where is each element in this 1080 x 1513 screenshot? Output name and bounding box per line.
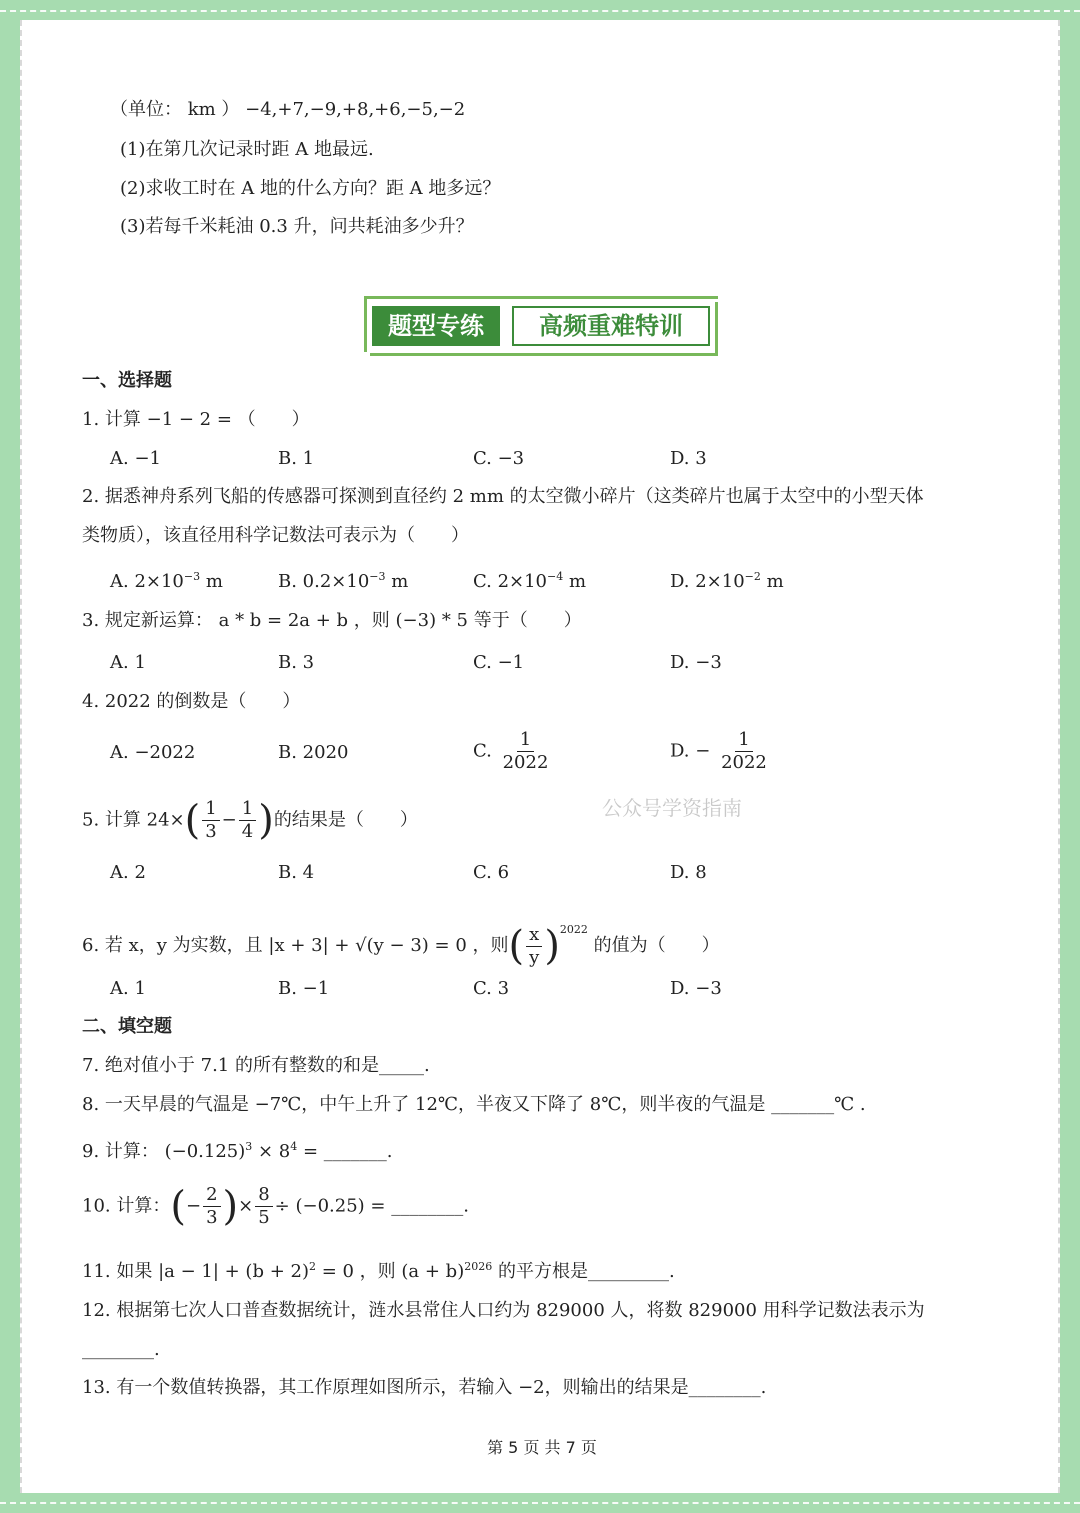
intro-unit-line: （单位： km ） −4,+7,−9,+8,+6,−5,−2 [110, 99, 466, 120]
stem-text: 10. 计算： [82, 1195, 171, 1217]
numerator: 1 [239, 798, 256, 821]
fraction [203, 1184, 220, 1229]
question-3-option-c: C. −1 [473, 652, 525, 673]
operator: − [185, 1195, 202, 1217]
question-2-option-c [473, 565, 586, 594]
watermark: 公众号学资指南 [602, 796, 742, 820]
question-6-stem [82, 908, 720, 969]
question-4-option-c [473, 729, 553, 774]
option-text: A. 2×10 [110, 571, 184, 592]
stem-text: = 0 ，则 (a + b) [315, 1261, 465, 1282]
exponent: 3 [245, 1140, 253, 1153]
question-1-option-d: D. 3 [670, 448, 707, 469]
question-5-option-c: C. 6 [473, 862, 510, 883]
denominator: 4 [241, 821, 254, 842]
stem-text: 的平方根是_________. [492, 1261, 675, 1282]
stem-text: 的结果是（ ） [273, 809, 418, 831]
stem-text: 9. 计算： (−0.125) [82, 1141, 246, 1162]
bottom-border-decoration [0, 1502, 1080, 1504]
document-page [20, 20, 1060, 1493]
question-5-option-d: D. 8 [670, 862, 707, 883]
question-2-option-d [670, 565, 784, 594]
question-13: 13. 有一个数值转换器，其工作原理如图所示，若输入 −2，则输出的结果是________. [82, 1377, 767, 1398]
top-border-decoration [0, 10, 1080, 12]
paren-left: ( [170, 1183, 186, 1230]
numerator: 8 [255, 1184, 272, 1207]
question-5-stem [82, 798, 418, 843]
question-7: 7. 绝对值小于 7.1 的所有整数的和是_____. [82, 1055, 430, 1076]
exponent: 4 [290, 1140, 298, 1153]
stem-text: 5. 计算 24× [82, 809, 185, 831]
question-1-option-a: A. −1 [110, 448, 161, 469]
stem-text: ÷ (−0.25) = ________. [274, 1195, 469, 1217]
question-11 [82, 1255, 675, 1284]
question-12-line2: ________. [82, 1339, 160, 1360]
unit: m [760, 571, 784, 592]
paren-left: ( [508, 923, 525, 969]
banner-right-label: 高频重难特训 [512, 306, 710, 346]
fraction [500, 729, 552, 774]
intro-question-3: (3)若每千米耗油 0.3 升，问共耗油多少升？ [120, 216, 474, 237]
question-2-option-a [110, 565, 223, 594]
question-1-option-b: B. 1 [278, 448, 315, 469]
numerator: 1 [735, 729, 752, 752]
numerator: x [526, 924, 542, 947]
exponent: −3 [183, 570, 201, 583]
question-5-option-a: A. 2 [110, 862, 146, 883]
paren-left: ( [184, 797, 201, 844]
numerator: 2 [203, 1184, 220, 1207]
fraction [526, 924, 542, 969]
question-6-option-d: D. −3 [670, 978, 722, 999]
question-2-stem-line1: 2. 据悉神舟系列飞船的传感器可探测到直径约 2 mm 的太空微小碎片（这类碎片也属于太空中的小型天体 [82, 486, 924, 507]
unit: m [563, 571, 587, 592]
intro-question-1: (1)在第几次记录时距 A 地最远. [120, 139, 374, 160]
section-banner [362, 292, 722, 362]
question-9 [82, 1135, 393, 1164]
exponent: 2022 [559, 923, 588, 936]
stem-text: 的值为（ ） [593, 935, 720, 956]
question-3-option-a: A. 1 [110, 652, 146, 673]
stem-text: 11. 如果 |a − 1| + (b + 2) [82, 1261, 309, 1282]
fraction [255, 1184, 272, 1229]
exponent: −3 [369, 570, 386, 583]
question-2-option-b [278, 565, 408, 594]
question-6-option-c: C. 3 [473, 978, 510, 999]
paren-right: ) [222, 1183, 239, 1230]
question-6-option-a: A. 1 [110, 978, 146, 999]
question-8: 8. 一天早晨的气温是 −7℃，中午上升了 12℃，半夜又下降了 8℃，则半夜的气温是 _______℃ . [82, 1094, 866, 1115]
operator: × [238, 1195, 254, 1217]
paren-right: ) [258, 797, 274, 844]
question-2-stem-line2: 类物质），该直径用科学记数法可表示为（ ） [82, 525, 469, 546]
exponent: 2 [308, 1260, 316, 1273]
exponent: −2 [744, 570, 761, 583]
question-1-option-c: C. −3 [473, 448, 525, 469]
operator: − [221, 809, 237, 831]
question-3-option-d: D. −3 [670, 652, 722, 673]
question-1-stem: 1. 计算 −1 − 2 = （ ） [82, 409, 310, 430]
stem-text: × 8 [252, 1141, 291, 1162]
option-letter: D. − [670, 740, 711, 762]
denominator: 3 [205, 821, 217, 842]
question-3-option-b: B. 3 [278, 652, 315, 673]
option-text: B. 0.2×10 [278, 571, 370, 592]
stem-text: 6. 若 x，y 为实数，且 |x + 3| + √(y − 3) = 0 ，则 [82, 935, 509, 956]
unit: m [385, 571, 409, 592]
question-12-line1: 12. 根据第七次人口普查数据统计，涟水县常住人口约为 829000 人，将数 829000 用科学记数法表示为 [82, 1300, 925, 1321]
fraction [202, 798, 219, 843]
exponent: 2026 [464, 1260, 493, 1273]
page-footer: 第 5 页 共 7 页 [487, 1438, 597, 1457]
question-5-option-b: B. 4 [278, 862, 315, 883]
denominator: 2022 [721, 752, 767, 773]
stem-text: = _______. [297, 1141, 393, 1162]
question-6-option-b: B. −1 [278, 978, 330, 999]
unit: m [200, 571, 223, 592]
intro-question-2: (2)求收工时在 A 地的什么方向？距 A 地多远？ [120, 178, 501, 199]
exponent: −4 [547, 570, 564, 583]
paren-right: ) [544, 923, 560, 969]
fraction [718, 729, 770, 774]
question-4-option-a: A. −2022 [110, 742, 196, 763]
denominator: y [529, 946, 540, 968]
section-heading-fill: 二、填空题 [82, 1016, 172, 1037]
option-letter: C. [473, 740, 492, 762]
question-10 [82, 1184, 469, 1229]
numerator: 1 [517, 729, 534, 752]
option-text: D. 2×10 [670, 571, 745, 592]
option-text: C. 2×10 [473, 571, 548, 592]
denominator: 5 [258, 1207, 270, 1228]
banner-left-label: 题型专练 [372, 306, 500, 346]
fraction [239, 798, 256, 843]
numerator: 1 [202, 798, 219, 821]
denominator: 3 [206, 1207, 218, 1228]
section-heading-choice: 一、选择题 [82, 370, 172, 391]
question-4-option-d [670, 729, 772, 774]
question-3-stem: 3. 规定新运算： a * b = 2a + b ，则 (−3) * 5 等于（ ） [82, 610, 582, 631]
denominator: 2022 [502, 752, 549, 773]
question-4-stem: 4. 2022 的倒数是（ ） [82, 691, 301, 712]
question-4-option-b: B. 2020 [278, 742, 349, 763]
